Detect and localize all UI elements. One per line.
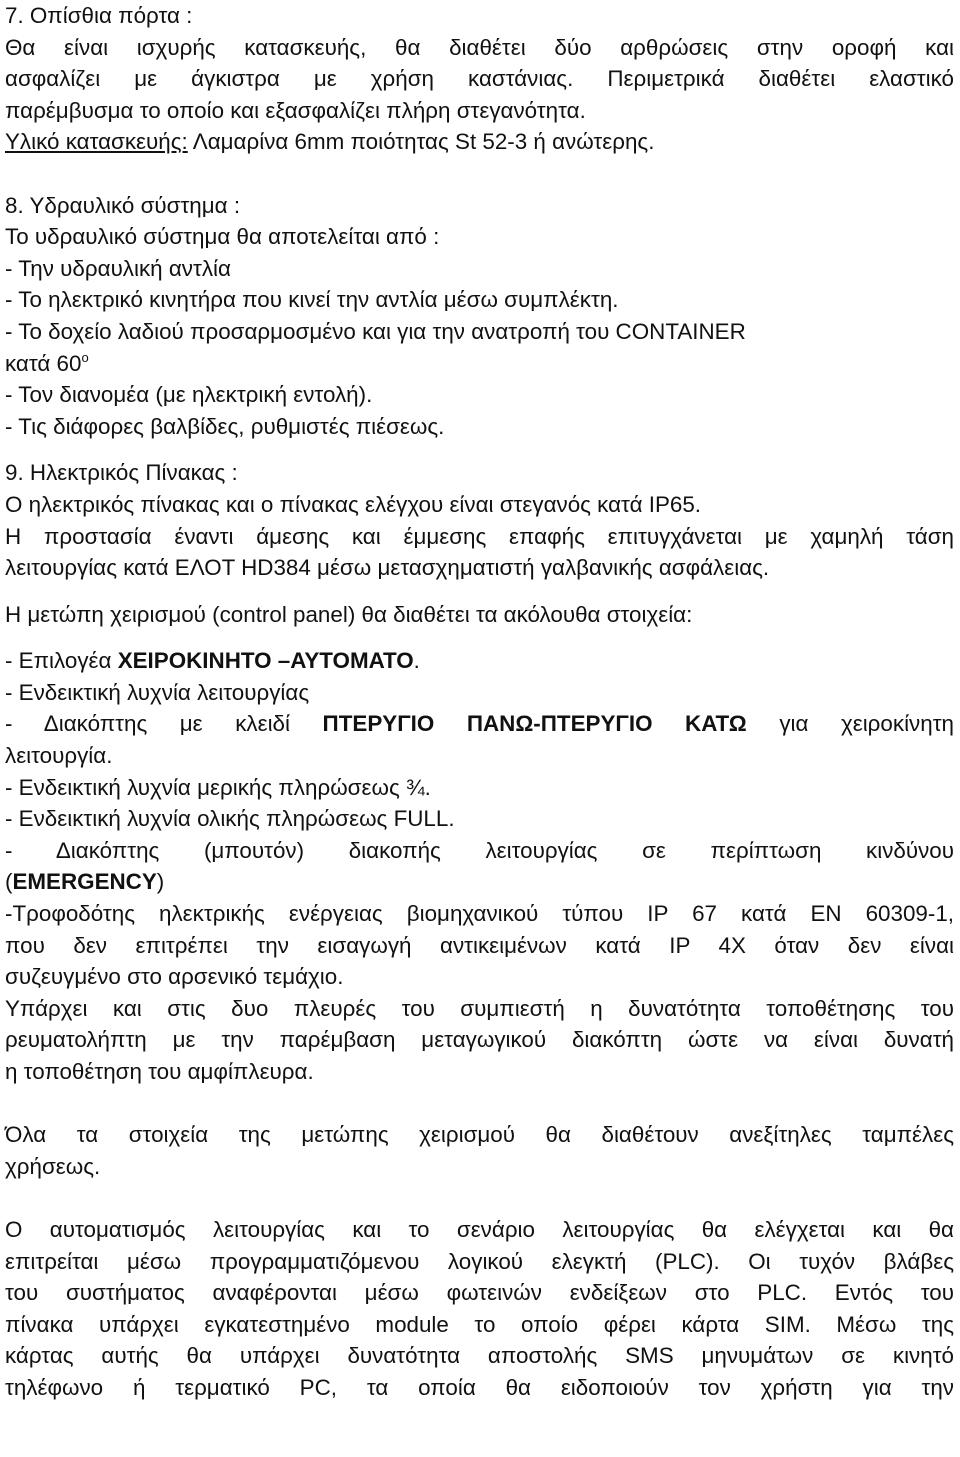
labels-paragraph-line: χρήσεως.	[5, 1153, 101, 1179]
section-7-paragraph-line: Θα είναι ισχυρής κατασκευής, θα διαθέτει δύο αρθρώσεις στην οροφή και	[5, 34, 954, 60]
socket-paragraph-line: ρευματολήπτη με την παρέμβαση μεταγωγικού διακόπτη ώστε να είναι δυνατή	[5, 1027, 954, 1053]
automation-paragraph-line: πίνακα υπάρχει εγκατεστημένο module το οποίο φέρει κάρτα SIM. Μέσω της	[5, 1311, 954, 1337]
socket-paragraph-line: η τοποθέτηση του αμφίπλευρα.	[5, 1059, 314, 1084]
list-item: - Το ηλεκτρικό κινητήρα που κινεί την αντλία μέσω συμπλέκτη.	[5, 287, 619, 313]
automation-paragraph-line: κάρτας αυτής θα υπάρχει δυνατότητα αποστολής SMS μηνυμάτων σε κινητό	[5, 1343, 954, 1369]
section-9-line: Ο ηλεκτρικός πίνακας και ο πίνακας ελέγχου είναι στεγανός κατά IP65.	[5, 491, 702, 517]
panel-element-continued: (EMERGENCY)	[5, 869, 165, 895]
panel-element: - Ενδεικτική λυχνία λειτουργίας	[5, 679, 310, 705]
list-item: - Τις διάφορες βαλβίδες, ρυθμιστές πιέσεως.	[5, 413, 445, 439]
control-panel-intro: Η μετώπη χειρισμού (control panel) θα διαθέτει τα ακόλουθα στοιχεία:	[5, 601, 693, 627]
panel-element-continued: λειτουργία.	[5, 743, 113, 769]
list-item: - Την υδραυλική αντλία	[5, 255, 231, 281]
section-9-title: 9. Ηλεκτρικός Πίνακας :	[5, 460, 238, 486]
list-item: - Το δοχείο λαδιού προσαρμοσμένο και για την ανατροπή του CONTAINER	[5, 318, 746, 344]
panel-element-continued: που δεν επιτρέπει την εισαγωγή αντικειμένων κατά IP 4X όταν δεν είναι	[5, 932, 954, 958]
panel-element: -Τροφοδότης ηλεκτρικής ενέργειας βιομηχανικού τύπου IP 67 κατά EN 60309-1,	[5, 901, 954, 927]
material-value: Λαμαρίνα 6mm ποιότητας St 52-3 ή ανώτερης.	[187, 129, 655, 155]
panel-element: - Ενδεικτική λυχνία μερικής πληρώσεως ¾.	[5, 774, 431, 800]
automation-paragraph-line: τηλέφωνο ή τερματικό PC, τα οποία θα ειδοποιούν τον χρήστη για την	[5, 1374, 954, 1400]
material-label: Υλικό κατασκευής:	[5, 129, 188, 155]
section-9-line: λειτουργίας κατά ΕΛΟΤ HD384 μέσω μετασχηματιστή γαλβανικής ασφάλειας.	[5, 555, 770, 581]
material-line	[5, 126, 954, 158]
automation-paragraph-line: Ο αυτοματισμός λειτουργίας και το σενάριο λειτουργίας θα ελέγχεται και θα	[5, 1216, 954, 1242]
section-7-paragraph-line: παρέμβυσμα το οποίο και εξασφαλίζει πλήρη στεγανότητα.	[5, 97, 586, 123]
section-9-line: Η προστασία έναντι άμεσης και έμμεσης επαφής επιτυγχάνεται με χαμηλή τάση	[5, 523, 954, 549]
socket-paragraph-line: Υπάρχει και στις δυο πλευρές του συμπιεστή η δυνατότητα τοποθέτησης του	[5, 995, 954, 1021]
section-8-title: 8. Υδραυλικό σύστημα :	[5, 192, 241, 218]
panel-element: - Διακόπτης με κλειδί ΠΤΕΡΥΓΙΟ ΠΑΝΩ-ΠΤΕΡΥΓΙΟ ΚΑΤΩ για χειροκίνητη	[5, 711, 954, 737]
list-item-continued: κατά $60^o$	[5, 349, 89, 376]
degree-sup: ο	[81, 349, 89, 365]
automation-paragraph-line: επιτρείται μέσω προγραμματιζόμενου λογικού ελεγκτή (PLC). Οι τυχόν βλάβες	[5, 1248, 954, 1274]
labels-paragraph-line: Όλα τα στοιχεία της μετώπης χειρισμού θα διαθέτουν ανεξίτηλες ταμπέλες	[5, 1122, 954, 1148]
automation-paragraph-line: του συστήματος αναφέρονται μέσω φωτεινών ενδείξεων στο PLC. Εντός του	[5, 1280, 954, 1306]
section-7-paragraph-line: ασφαλίζει με άγκιστρα με χρήση καστάνιας. Περιμετρικά διαθέτει ελαστικό	[5, 66, 954, 92]
panel-element-continued: συζευγμένο στο αρσενικό τεμάχιο.	[5, 964, 344, 990]
panel-element: - Διακόπτης (μπουτόν) διακοπής λειτουργίας σε περίπτωση κινδύνου	[5, 837, 954, 863]
panel-element: - Ενδεικτική λυχνία ολικής πληρώσεως FULL.	[5, 806, 455, 832]
list-item: - Τον διανομέα (με ηλεκτρική εντολή).	[5, 382, 373, 408]
panel-element: - Επιλογέα ΧΕΙΡΟΚΙΝΗΤΟ –ΑΥΤΟΜΑΤΟ.	[5, 648, 420, 674]
section-8-intro: Το υδραυλικό σύστημα θα αποτελείται από :	[5, 224, 440, 250]
section-7-title: 7. Οπίσθια πόρτα :	[5, 3, 193, 28]
